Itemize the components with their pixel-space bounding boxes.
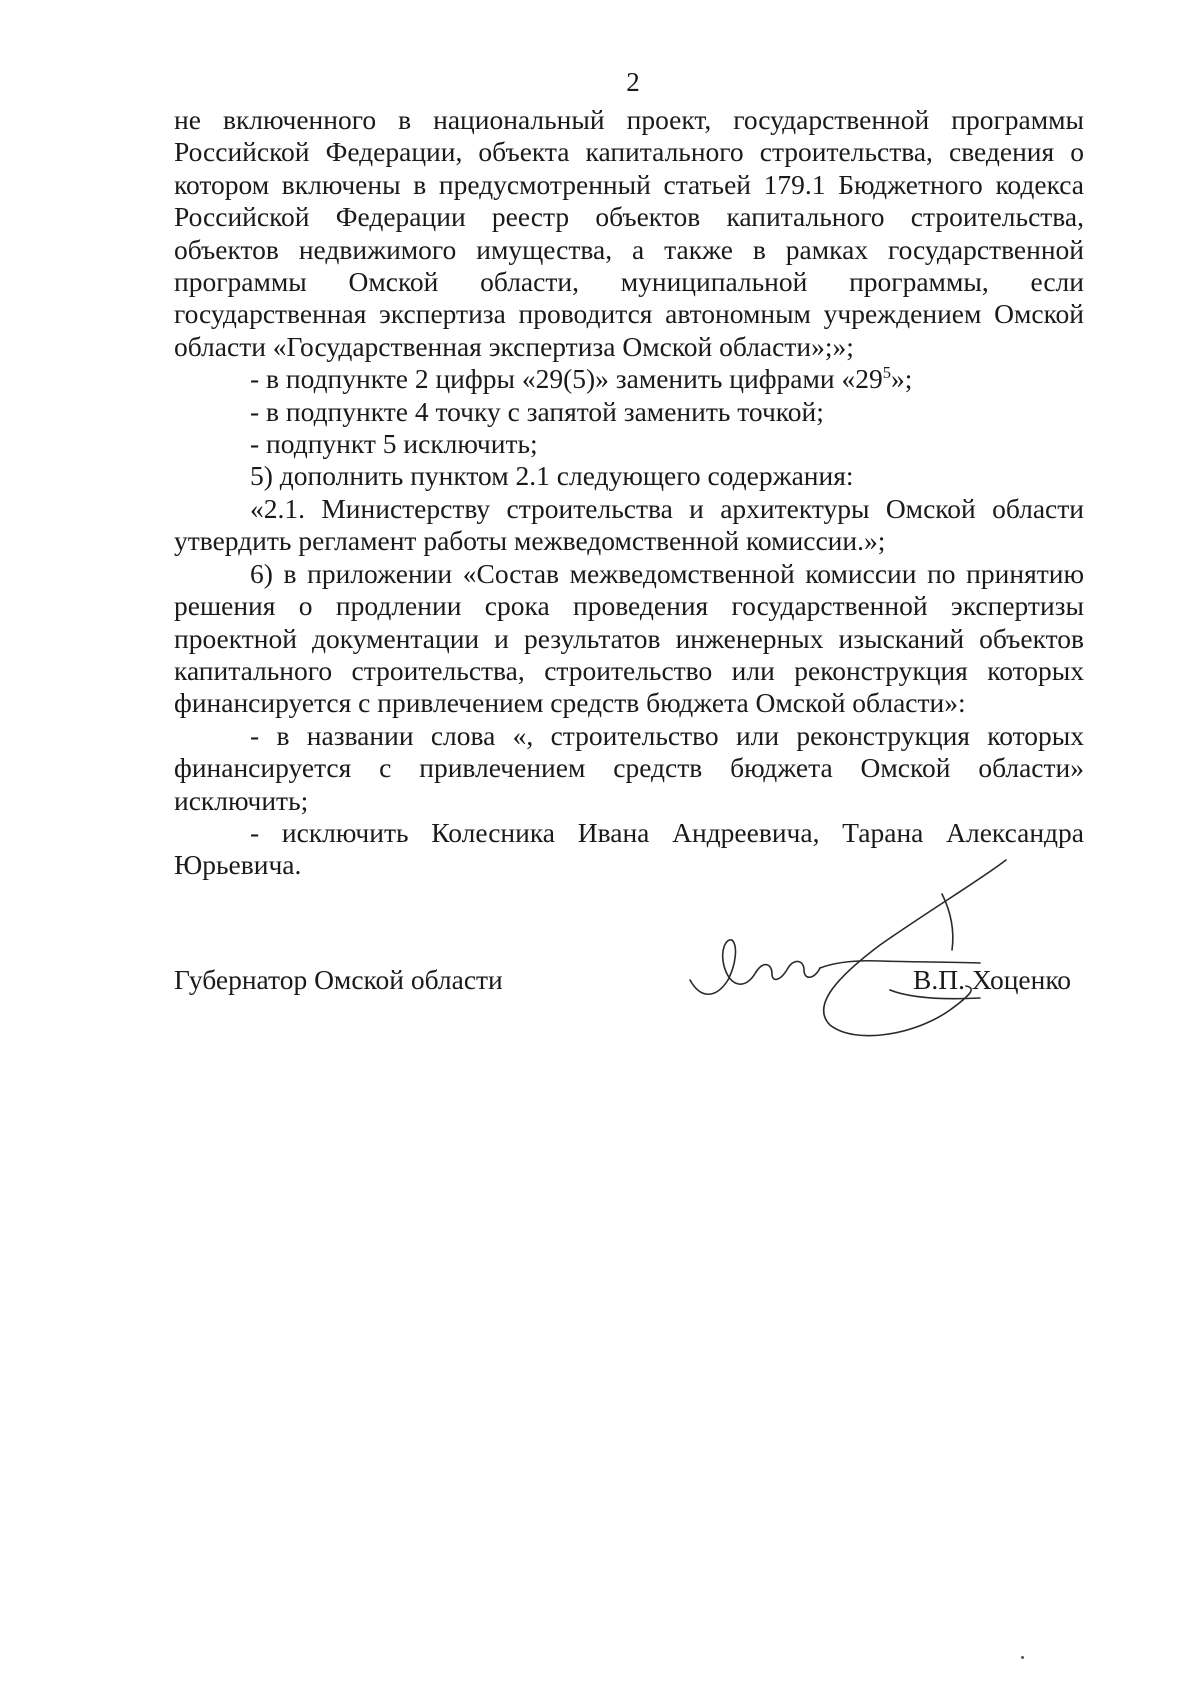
paragraph-subitem-4: - в подпункте 4 точку с запятой заменить точкой; [250, 395, 824, 427]
paragraph-title-change: - в названии слова «, строительство или реконструкция которых финансируется с привлечением средств бюджета Омской области» исключить; [174, 719, 1084, 816]
paragraph-exclude-members: - исключить Колесника Ивана Андреевича, Тарана Александра Юрьевича. [174, 816, 1084, 881]
document-body [174, 104, 1084, 882]
superscript-5: 5 [882, 363, 892, 383]
subitem-2-closing: »; [891, 363, 913, 395]
handwritten-signature-icon [680, 840, 1090, 1050]
scan-speck [1021, 1656, 1024, 1659]
signer-position: Губернатор Омской области [174, 964, 503, 995]
paragraph-point-2-1: «2.1. Министерству строительства и архитектуры Омской области утвердить регламент работы межведомственной комиссии.»; [174, 492, 1084, 557]
paragraph-item-5: 5) дополнить пунктом 2.1 следующего содержания: [250, 460, 854, 492]
subitem-2-text: - в подпункте 2 цифры «29(5)» заменить цифрами «29 [250, 363, 883, 395]
page-number: 2 [626, 67, 640, 97]
paragraph-subitem-5: - подпункт 5 исключить; [250, 428, 538, 460]
paragraph-continuation: не включенного в национальный проект, государственной программы Российской Федерации, объекта капитального строительства, сведения о котором включены в предусмотренный статьей 179.1 Бюджетного кодекса Российской Федерации реестр объектов капитального строительства, объектов недвижимого имущества, а также в рамках государственной программы Омской области, муниципальной программы, если государственная экспертиза проводится автономным учреждением Омской области «Государственная экспертиза Омской области»;»; [174, 104, 1084, 362]
paragraph-item-6: 6) в приложении «Состав межведомственной комиссии по принятию решения о продлении срока проведения государственной экспертизы проектной документации и результатов инженерных изысканий объектов капитального строительства, строительство или реконструкция которых финансируется с привлечением средств бюджета Омской области»: [174, 557, 1084, 719]
paragraph-subitem-2 [174, 363, 1084, 395]
signer-name: В.П. Хоценко [913, 964, 1072, 995]
